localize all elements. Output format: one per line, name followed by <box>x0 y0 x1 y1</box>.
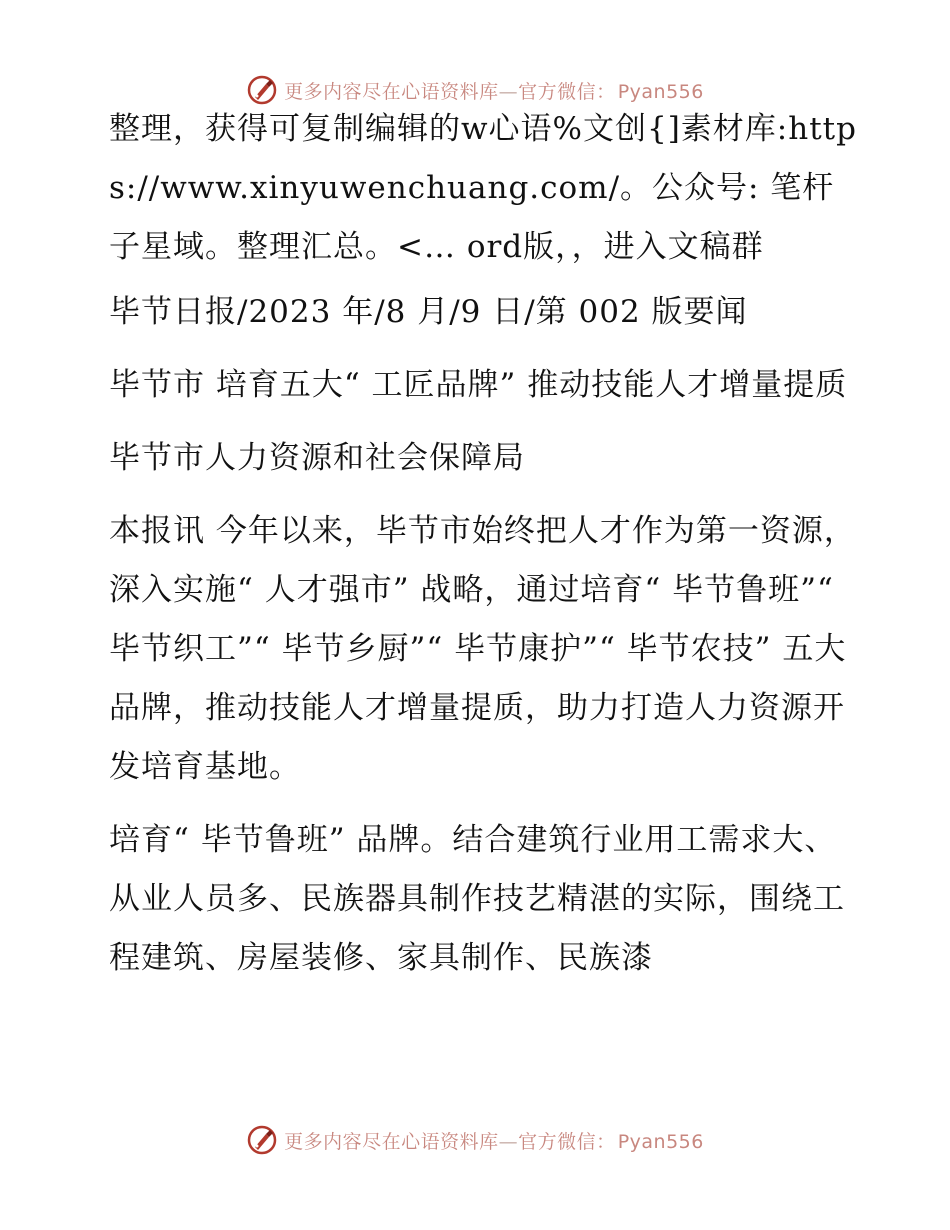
watermark-text <box>284 1127 704 1154</box>
article-paragraph: 本报讯 今年以来，毕节市始终把人才作为第一资源，深入实施“ 人才强市” 战略，通过培育“ 毕节鲁班”“ 毕节织工”“ 毕节乡厨”“ 毕节康护”“ 毕节农技” 五大品牌，推动技能人才增量提质，助力打造人力资源开发培育基地。 <box>109 513 856 785</box>
source-note-paragraph: 整理，获得可复制编辑的w心语%文创{]素材库:https://www.xinyuwenchuang.com/。公众号: 笔杆子星域。整理汇总。<… ord版，，进入文稿群 <box>109 111 857 265</box>
watermark-contact-label: 官方微信： <box>518 80 616 103</box>
watermark-footer <box>0 1120 950 1160</box>
watermark-separator: — <box>498 1130 519 1153</box>
article-paragraph: 培育“ 毕节鲁班” 品牌。结合建筑行业用工需求大、从业人员多、民族器具制作技艺精湛的实际，围绕工程建筑、房屋装修、家具制作、民族漆 <box>109 822 845 976</box>
watermark-main: 更多内容尽在心语资料库 <box>284 80 499 103</box>
pen-logo-icon <box>246 1124 278 1156</box>
watermark-main: 更多内容尽在心语资料库 <box>284 1130 499 1153</box>
watermark-contact-id: Pyan556 <box>617 1130 704 1153</box>
document-body <box>97 100 857 988</box>
watermark-separator: — <box>498 80 519 103</box>
article-title: 毕节市 培育五大“ 工匠品牌” 推动技能人才增量提质 <box>109 367 848 403</box>
article-author: 毕节市人力资源和社会保障局 <box>109 440 525 476</box>
watermark-contact-id: Pyan556 <box>617 80 704 103</box>
watermark-contact-label: 官方微信： <box>518 1130 616 1153</box>
dateline-paragraph: 毕节日报/2023 年/8 月/9 日/第 002 版要闻 <box>109 294 748 330</box>
